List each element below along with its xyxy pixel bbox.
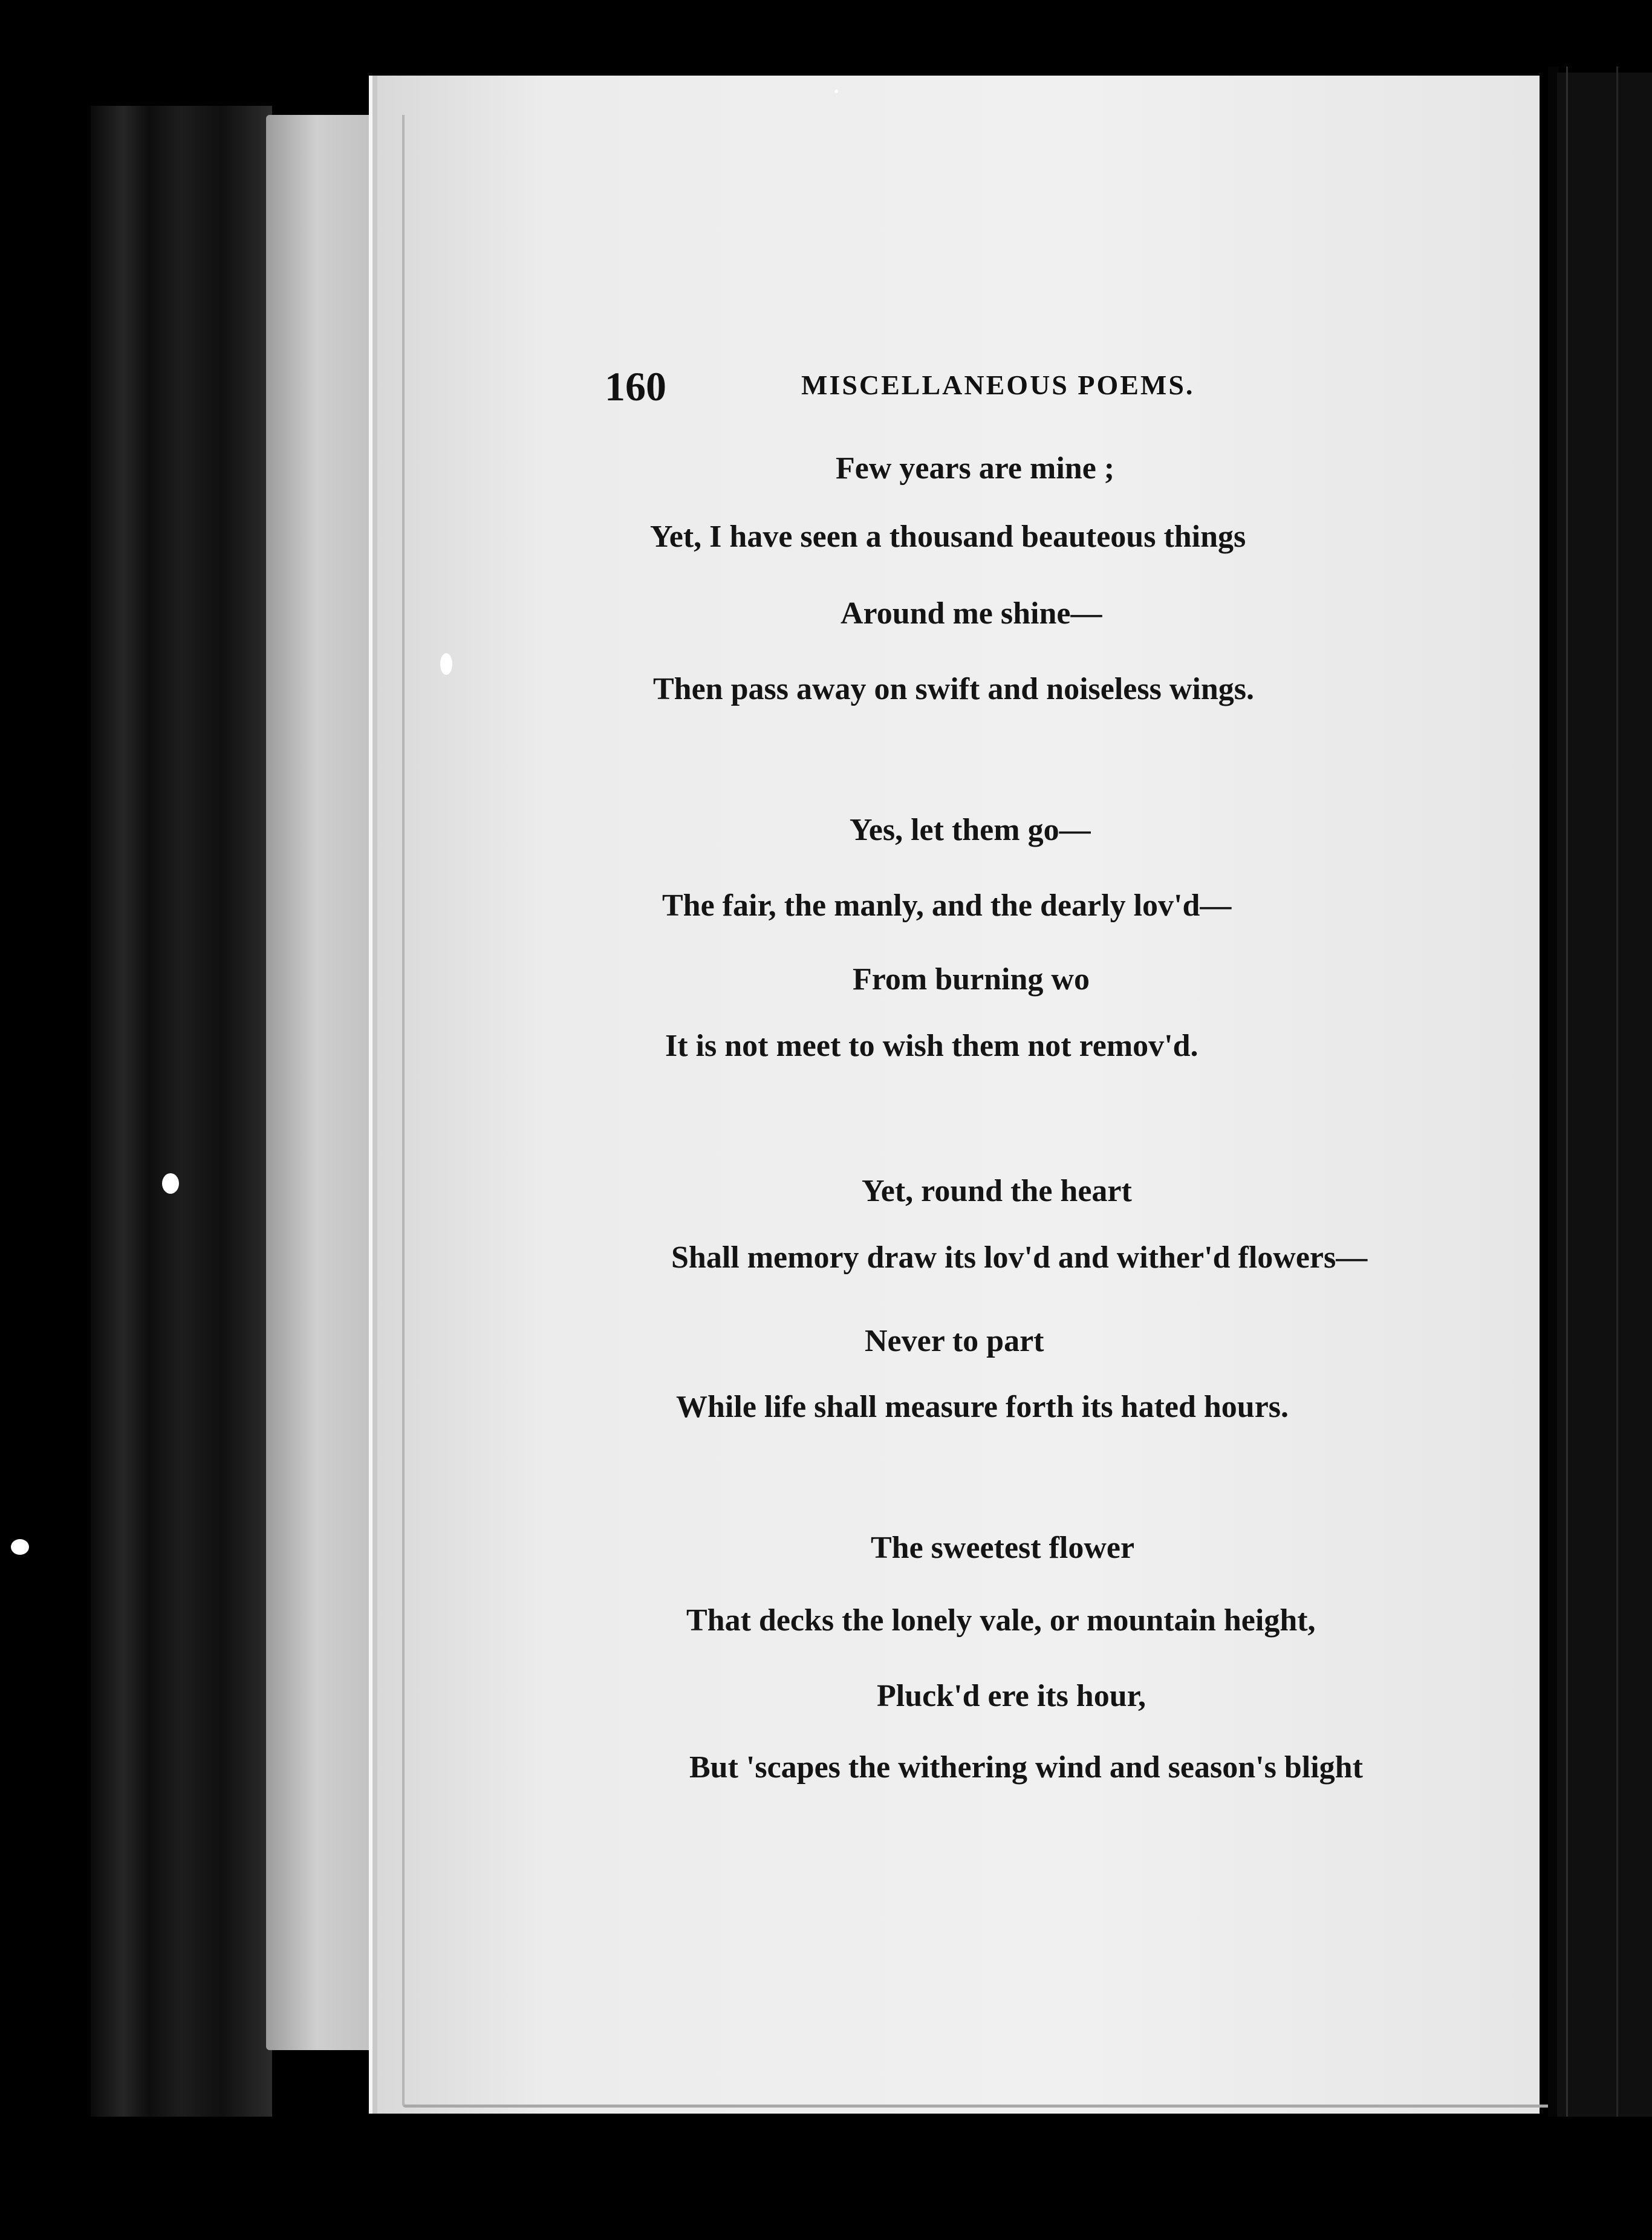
scan-speck [11,1539,29,1555]
page-number: 160 [605,363,666,409]
poem-line: Never to part [865,1324,1044,1358]
poem-line: Yes, let them go— [850,813,1091,847]
poem-line: The sweetest flower [871,1531,1135,1565]
facing-page-lines [1566,67,1618,2123]
poem-line: That decks the lonely vale, or mountain height, [686,1603,1316,1638]
poem-line: Around me shine— [841,596,1102,631]
poem-line: Pluck'd ere its hour, [877,1679,1146,1713]
poem-line: It is not meet to wish them not remov'd. [665,1029,1198,1063]
poem-line: Then pass away on swift and noiseless wings. [653,672,1255,706]
poem-line: The fair, the manly, and the dearly lov'd— [662,888,1232,923]
poem-line: While life shall measure forth its hated hours. [676,1390,1289,1424]
poem-body [605,0,1481,1814]
scan-bottom-margin [0,2117,1652,2240]
poem-line: Yet, I have seen a thousand beauteous things [650,519,1246,554]
poem-line: But 'scapes the withering wind and season's blight [689,1750,1363,1785]
scan-speck [440,653,452,675]
poem-line: Few years are mine ; [836,451,1115,486]
poem-line: From burning wo [853,962,1090,997]
book-spine-shadow [91,106,272,2132]
scan-speck [162,1173,179,1194]
running-head: MISCELLANEOUS POEMS. [801,370,1195,400]
poem-line: Yet, round the heart [862,1174,1132,1208]
poem-line: Shall memory draw its lov'd and wither'd flowers— [671,1240,1368,1275]
